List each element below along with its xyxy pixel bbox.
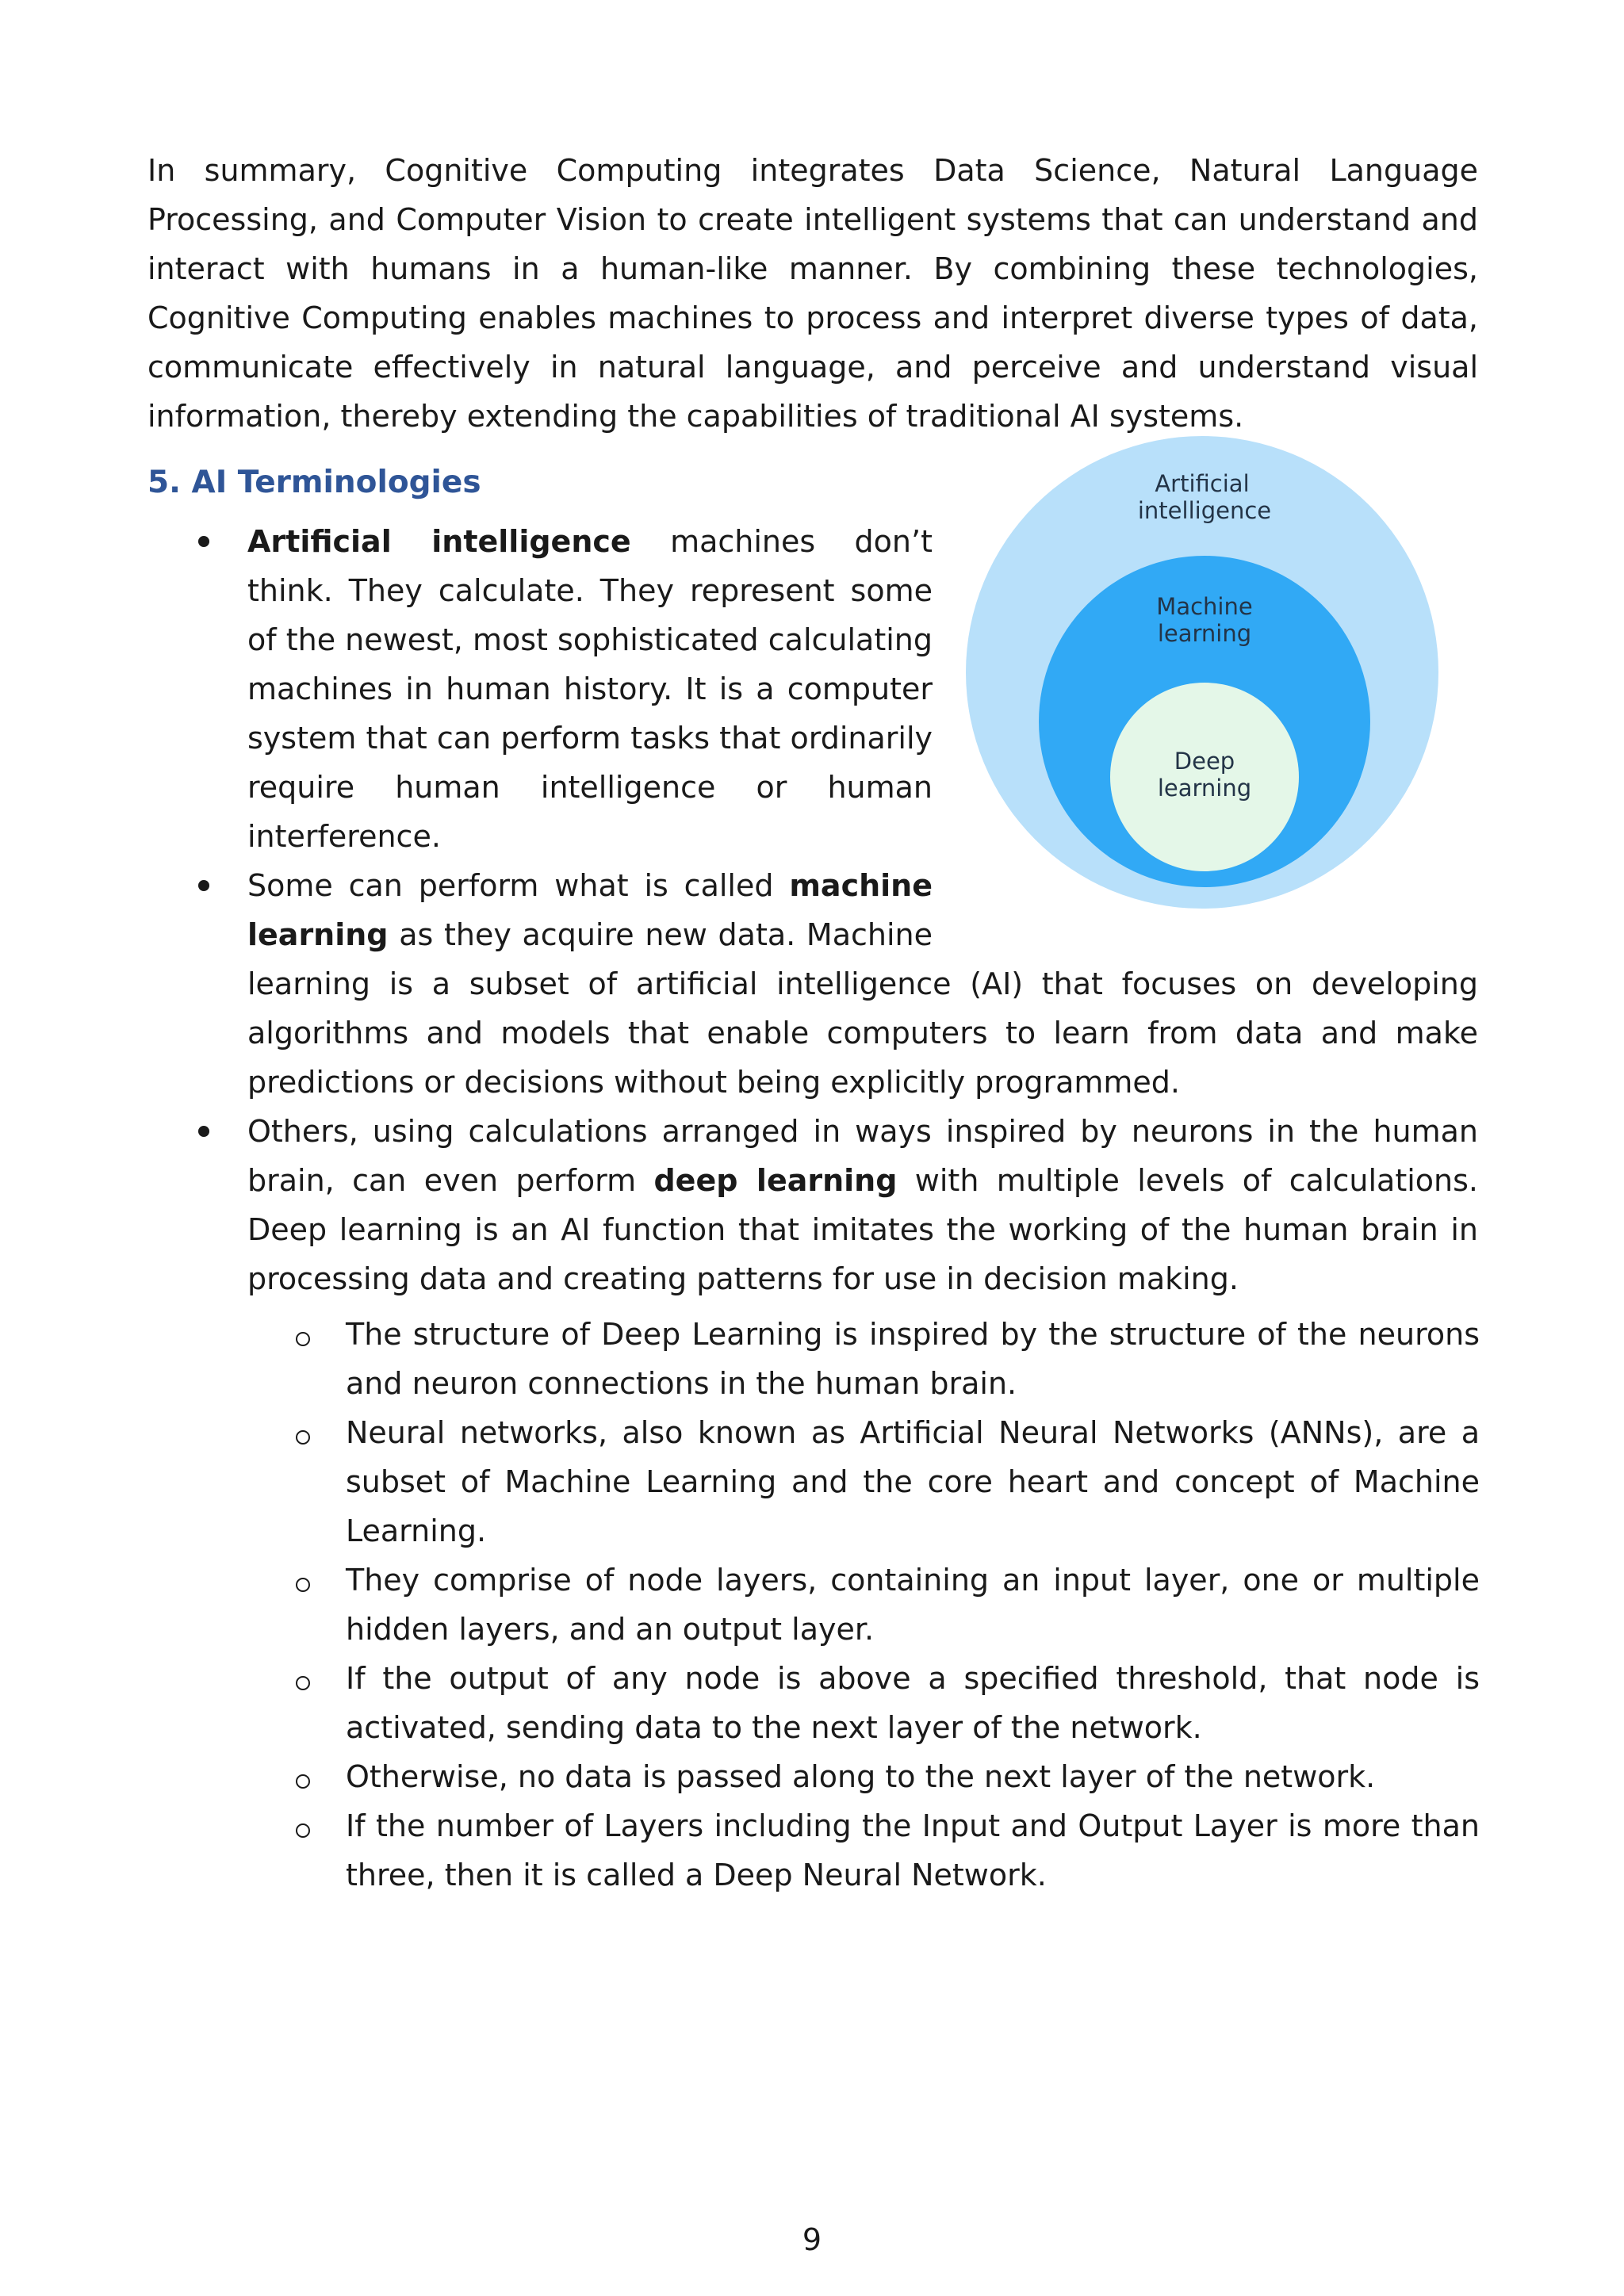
term-artificial-intelligence: Artificial intelligence bbox=[247, 524, 631, 559]
bullet-marker bbox=[198, 1126, 209, 1137]
sub-bullet-marker bbox=[296, 1823, 310, 1838]
sub-bullet-marker bbox=[296, 1332, 310, 1346]
bullet-dl: Others, using calculations arranged in ways inspired by neurons in the human brain, can even perform deep learning with multiple levels of calculations. Deep learning is an AI function that imitates the working of the human brain in processing data and creating patterns for use in decision making. bbox=[247, 1114, 1478, 1296]
sub-bullet-marker bbox=[296, 1676, 310, 1690]
bullet-marker bbox=[198, 536, 209, 547]
subitem-otherwise: Otherwise, no data is passed along to the next layer of the network. bbox=[346, 1759, 1376, 1794]
dl-label-line1: Deep bbox=[1174, 748, 1235, 775]
ai-label-line1: Artificial bbox=[1155, 470, 1250, 497]
subitem-threshold: If the output of any node is above a specified threshold, that node is activated, sending data to the next layer of the network. bbox=[346, 1661, 1480, 1745]
ai-ml-dl-diagram bbox=[964, 434, 1440, 910]
dl-label-line2: learning bbox=[1157, 775, 1252, 802]
ml-label-line2: learning bbox=[1157, 620, 1252, 647]
term-deep-learning: deep learning bbox=[653, 1163, 898, 1198]
bullet-marker bbox=[198, 880, 209, 891]
page-number: 9 bbox=[802, 2222, 822, 2257]
subitem-neural-networks: Neural networks, also known as Artificial Neural Networks (ANNs), are a subset of Machine Learning and the core heart and concept of Machine Learning. bbox=[346, 1415, 1480, 1548]
subitem-deep-neural-network: If the number of Layers including the Input and Output Layer is more than three, then it is called a Deep Neural Network. bbox=[346, 1808, 1480, 1892]
sub-bullet-marker bbox=[296, 1430, 310, 1445]
subitem-structure: The structure of Deep Learning is inspired by the structure of the neurons and neuron connections in the human brain. bbox=[346, 1317, 1480, 1401]
bullet-ai bbox=[247, 517, 933, 861]
term-machine-learning: machine learning bbox=[247, 868, 933, 952]
bullet-ai-text: machines don’t think. They calculate. They represent some of the newest, most sophisticated calculating machines in human history. It is a computer system that can perform tasks that ordinarily require human intelligence or human interference. bbox=[247, 524, 933, 854]
bullet-ml bbox=[247, 861, 1478, 1107]
subitem-node-layers: They comprise of node layers, containing an input layer, one or multiple hidden layers, and an output layer. bbox=[346, 1563, 1480, 1647]
sub-bullet-marker bbox=[296, 1578, 310, 1592]
bullet-ml-intro: Some can perform what is called machine learning as they acquire new data. Machine bbox=[247, 868, 933, 952]
ai-label-line2: intelligence bbox=[1137, 497, 1272, 524]
section-heading: 5. AI Terminologies bbox=[147, 465, 481, 500]
sub-bullet-marker bbox=[296, 1774, 310, 1789]
summary-paragraph: In summary, Cognitive Computing integrates Data Science, Natural Language Processing, and Computer Vision to create intelligent systems that can understand and interact with humans in a human-like manner. By combining these technologies, Cognitive Computing enables machines to process and interpret diverse types of data, communicate effectively in natural language, and perceive and understand visual information, thereby extending the capabilities of traditional AI systems. bbox=[147, 153, 1478, 434]
ml-label-line1: Machine bbox=[1156, 593, 1253, 620]
bullet-ml-continuation: learning is a subset of artificial intelligence (AI) that focuses on developing algorithms and models that enable computers to learn from data and make predictions or decisions without being explicitly programmed. bbox=[247, 966, 1478, 1100]
